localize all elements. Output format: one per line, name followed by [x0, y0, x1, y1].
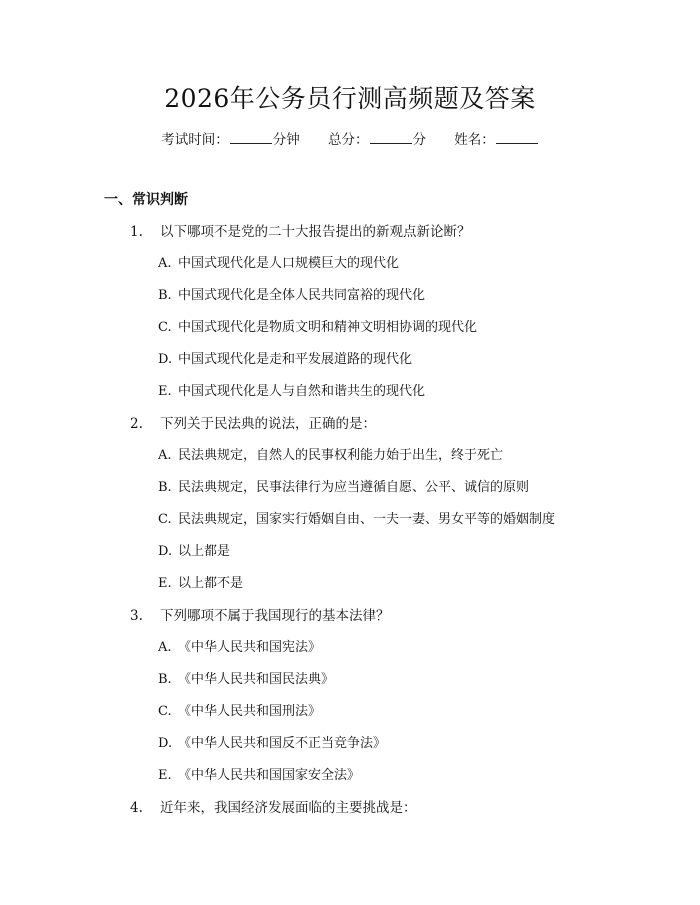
option-text: 中国式现代化是人与自然和谐共生的现代化 — [178, 384, 426, 399]
option-2a — [158, 446, 503, 466]
exam-time-label: 考试时间： — [161, 132, 229, 148]
option-1a — [158, 254, 399, 274]
question-number: 2. — [130, 416, 143, 432]
exam-time-unit: 分钟 — [272, 132, 300, 148]
option-3c — [158, 702, 321, 722]
option-letter: A. — [158, 448, 172, 463]
option-text: 《中华人民共和国反不正当竞争法》 — [178, 736, 387, 751]
question-3 — [130, 606, 390, 626]
option-letter: E. — [158, 768, 172, 783]
option-letter: D. — [158, 544, 173, 559]
question-number: 3. — [130, 608, 143, 624]
option-letter: B. — [158, 672, 172, 687]
option-text: 《中华人民共和国国家安全法》 — [178, 768, 361, 783]
option-letter: C. — [158, 512, 172, 527]
total-score-blank — [370, 130, 412, 144]
option-text: 《中华人民共和国民法典》 — [178, 672, 335, 687]
question-2 — [130, 414, 376, 434]
option-1b — [158, 286, 425, 306]
option-1e — [158, 382, 425, 402]
exam-time-field — [161, 130, 300, 150]
option-letter: D. — [158, 352, 173, 367]
page-title: 2026年公务员行测高频题及答案 — [164, 84, 536, 113]
question-number: 4. — [130, 800, 143, 816]
total-score-label: 总分： — [328, 132, 369, 148]
option-text: 《中华人民共和国宪法》 — [178, 640, 322, 655]
option-1d — [158, 350, 412, 370]
name-label: 姓名： — [454, 132, 495, 148]
option-text: 中国式现代化是物质文明和精神文明相协调的现代化 — [178, 320, 478, 335]
question-number: 1. — [130, 224, 143, 240]
question-1 — [130, 222, 471, 242]
question-text: 下列关于民法典的说法，正确的是： — [160, 416, 376, 432]
option-3d — [158, 734, 386, 754]
option-2d — [158, 542, 230, 562]
option-1c — [158, 318, 477, 338]
total-score-field — [328, 130, 426, 150]
option-letter: B. — [158, 480, 172, 495]
option-2b — [158, 478, 529, 498]
option-letter: D. — [158, 736, 173, 751]
question-text: 以下哪项不是党的二十大报告提出的新观点新论断？ — [160, 224, 471, 240]
option-letter: E. — [158, 384, 172, 399]
name-blank — [496, 130, 538, 144]
exam-time-blank — [230, 130, 272, 144]
section-heading: 一、常识判断 — [104, 192, 188, 208]
option-text: 《中华人民共和国刑法》 — [178, 704, 322, 719]
total-score-unit: 分 — [412, 132, 426, 148]
question-4 — [130, 798, 417, 818]
option-letter: C. — [158, 704, 172, 719]
option-2c — [158, 510, 555, 530]
option-text: 中国式现代化是走和平发展道路的现代化 — [178, 352, 413, 367]
option-2e — [158, 574, 243, 594]
option-letter: A. — [158, 256, 172, 271]
exam-meta — [0, 130, 700, 150]
option-text: 以上都是 — [178, 544, 231, 559]
option-text: 中国式现代化是人口规模巨大的现代化 — [178, 256, 400, 271]
option-3a — [158, 638, 321, 658]
option-letter: A. — [158, 640, 172, 655]
question-text: 下列哪项不属于我国现行的基本法律？ — [160, 608, 390, 624]
question-text: 近年来，我国经济发展面临的主要挑战是： — [160, 800, 417, 816]
option-text: 中国式现代化是全体人民共同富裕的现代化 — [178, 288, 426, 303]
option-text: 民法典规定，民事法律行为应当遵循自愿、公平、诚信的原则 — [178, 480, 530, 495]
option-text: 以上都不是 — [178, 576, 244, 591]
option-text: 民法典规定，国家实行婚姻自由、一夫一妻、男女平等的婚姻制度 — [178, 512, 556, 527]
option-letter: B. — [158, 288, 172, 303]
option-letter: C. — [158, 320, 172, 335]
option-letter: E. — [158, 576, 172, 591]
name-field — [454, 130, 539, 150]
option-text: 民法典规定，自然人的民事权利能力始于出生，终于死亡 — [178, 448, 504, 463]
option-3e — [158, 766, 360, 786]
option-3b — [158, 670, 334, 690]
